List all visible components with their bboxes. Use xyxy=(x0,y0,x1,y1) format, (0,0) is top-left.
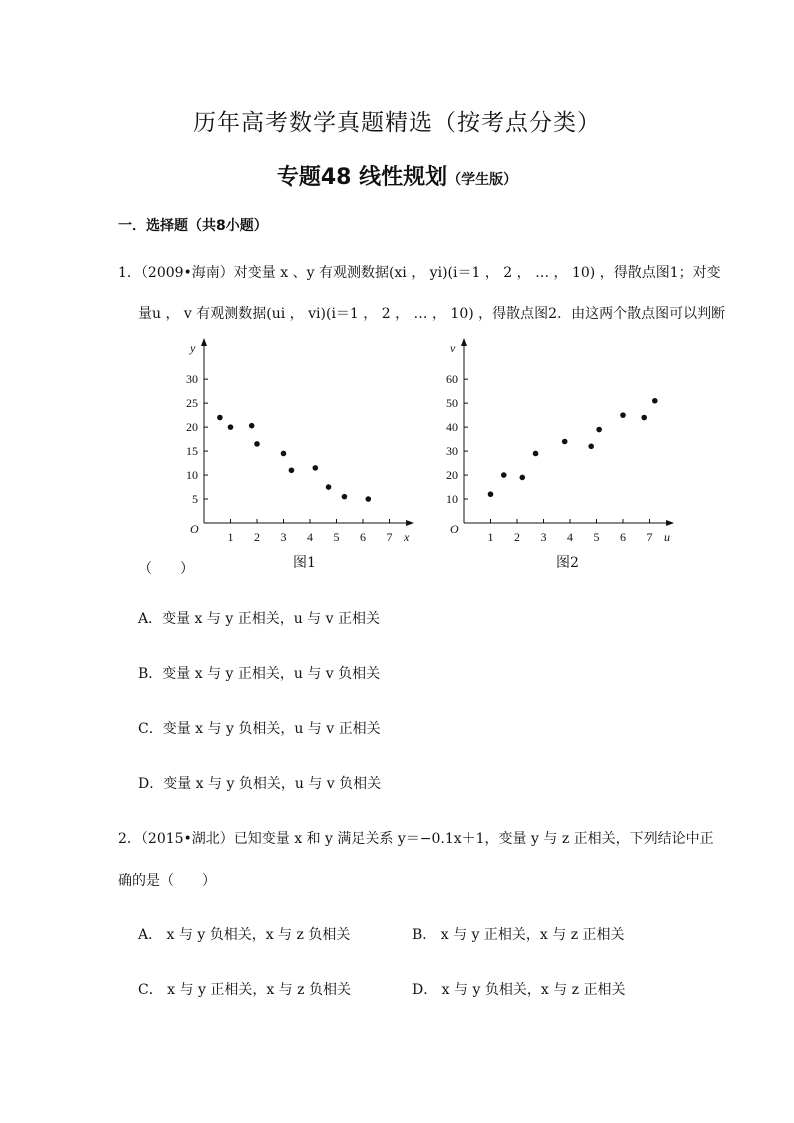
fig1-data-point xyxy=(249,423,255,429)
fig2-x-tick-label: 3 xyxy=(540,530,547,544)
q1-option-b[interactable]: B．变量 x 与 y 正相关，u 与 v 负相关 xyxy=(138,666,381,682)
q1-option-c[interactable]: C．变量 x 与 y 负相关，u 与 v 正相关 xyxy=(138,721,381,737)
fig2-x-tick-label: 7 xyxy=(646,530,653,544)
fig2-data-point xyxy=(641,415,647,421)
document-subtitle xyxy=(0,160,794,191)
document-title: 历年高考数学真题精选（按考点分类） xyxy=(193,110,601,136)
q2-option-a[interactable]: A． x 与 y 负相关，x 与 z 负相关 xyxy=(138,927,351,943)
q1-option-d[interactable]: D．变量 x 与 y 负相关，u 与 v 负相关 xyxy=(138,776,382,792)
fig2-y-axis-arrow xyxy=(461,338,467,346)
fig1-x-tick-label: 7 xyxy=(386,530,393,544)
fig2-y-tick-label: 30 xyxy=(446,444,458,459)
q2-option-c[interactable]: C． x 与 y 正相关，x 与 z 负相关 xyxy=(138,982,351,998)
fig2-y-tick-label: 60 xyxy=(446,372,458,387)
section-heading: 一．选择题（共8小题） xyxy=(118,218,268,234)
fig2-y-tick-label: 50 xyxy=(446,396,458,411)
fig2-x-tick-label: 2 xyxy=(514,530,520,544)
fig1-data-point xyxy=(254,441,260,447)
fig2-y-tick-label: 10 xyxy=(446,492,458,507)
fig1-x-axis-arrow xyxy=(406,520,414,526)
fig2-data-point xyxy=(488,491,494,497)
fig1-data-point xyxy=(281,451,287,457)
fig2-x-axis-arrow xyxy=(666,520,674,526)
fig1-data-point xyxy=(342,494,348,500)
scatter-figure-1 xyxy=(160,338,420,550)
fig2-origin-label: O xyxy=(450,522,459,536)
fig2-data-point xyxy=(596,427,602,433)
fig2-x-tick-label: 5 xyxy=(593,530,600,544)
scatter-figure-2 xyxy=(420,338,680,550)
fig1-y-label: y xyxy=(190,341,196,355)
fig1-origin-label: O xyxy=(190,522,199,536)
fig1-data-point xyxy=(366,496,372,502)
figure-1-caption: 图1 xyxy=(293,555,316,571)
fig1-x-tick-label: 2 xyxy=(254,530,260,544)
fig1-x-tick-label: 1 xyxy=(227,530,234,544)
fig2-x-tick-label: 6 xyxy=(620,530,626,544)
fig2-y-label: v xyxy=(450,341,456,355)
fig1-data-point xyxy=(289,467,295,473)
fig1-data-point xyxy=(217,415,223,421)
fig2-data-point xyxy=(533,451,539,457)
q2-option-d[interactable]: D． x 与 y 负相关，x 与 z 正相关 xyxy=(412,982,626,998)
fig2-data-point xyxy=(562,439,568,445)
fig1-x-tick-label: 5 xyxy=(333,530,340,544)
q2-option-b[interactable]: B． x 与 y 正相关，x 与 z 正相关 xyxy=(412,927,625,943)
fig2-x-tick-label: 4 xyxy=(567,530,573,544)
fig1-y-axis-arrow xyxy=(201,338,207,346)
fig2-x-tick-label: 1 xyxy=(487,530,494,544)
q1-line1: 1．（2009•海南）对变量 x 、y 有观测数据(xi ， yi)(i＝1 ， 2 ， … ， 10) ，得散点图1；对变 xyxy=(118,265,721,281)
q2-line2: 确的是（ ） xyxy=(118,873,216,889)
fig1-y-tick-label: 15 xyxy=(186,444,198,459)
fig2-data-point xyxy=(501,472,507,478)
fig1-data-point xyxy=(313,465,319,471)
fig2-data-point xyxy=(588,443,594,449)
q1-option-a[interactable]: A．变量 x 与 y 正相关，u 与 v 正相关 xyxy=(138,611,380,627)
fig1-x-tick-label: 6 xyxy=(360,530,366,544)
fig1-y-tick-label: 10 xyxy=(186,468,198,483)
subtitle-tag: （学生版） xyxy=(447,172,518,188)
q1-line2: 量u ， v 有观测数据(ui ， vi)(i＝1 ， 2 ， … ， 10) ，得散点图2．由这两个散点图可以判断 xyxy=(138,306,726,322)
fig1-x-tick-label: 4 xyxy=(307,530,313,544)
fig2-y-tick-label: 20 xyxy=(446,468,458,483)
q1-answer-paren: （ ） xyxy=(138,561,194,577)
fig1-y-tick-label: 25 xyxy=(186,396,198,411)
fig1-data-point xyxy=(326,484,332,490)
q2-line1: 2．（2015•湖北）已知变量 x 和 y 满足关系 y＝−0.1x＋1，变量 y 与 z 正相关，下列结论中正 xyxy=(118,831,714,847)
fig1-data-point xyxy=(228,424,234,430)
fig1-y-tick-label: 20 xyxy=(186,420,198,435)
fig1-y-tick-label: 5 xyxy=(192,492,198,507)
fig1-x-label: x xyxy=(404,530,410,544)
fig1-y-tick-label: 30 xyxy=(186,372,198,387)
fig2-data-point xyxy=(652,398,658,404)
fig2-x-label: u xyxy=(664,530,671,544)
fig1-x-tick-label: 3 xyxy=(280,530,287,544)
fig2-data-point xyxy=(620,412,626,418)
figure-2-caption: 图2 xyxy=(556,555,579,571)
fig2-data-point xyxy=(520,475,526,481)
subtitle-main: 专题48 线性规划 xyxy=(276,165,448,190)
fig2-y-tick-label: 40 xyxy=(446,420,458,435)
